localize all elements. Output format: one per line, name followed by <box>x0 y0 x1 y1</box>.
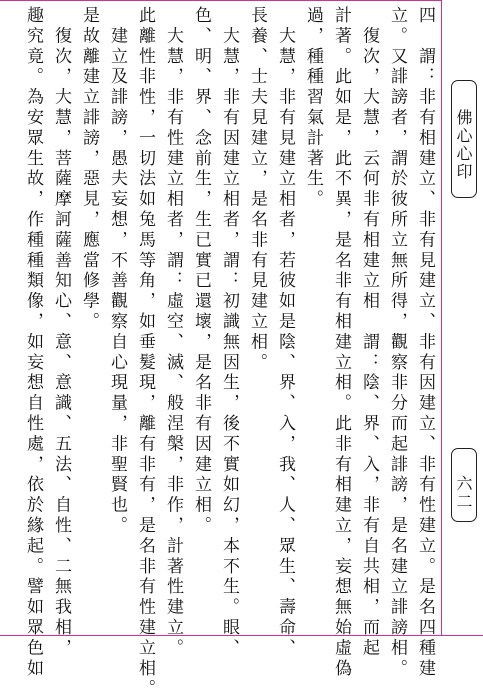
text-column: 大慧，非有見建立相者，若彼如是陰、界、入，我、人、眾生、壽命、 <box>275 6 295 659</box>
page-border-right <box>441 0 442 636</box>
text-column: 色、明、界、念前生，生已實已還壞，是名非有因建立相。 <box>191 6 211 537</box>
text-column: 是故離建立誹謗，惡見，應當修學。 <box>79 6 99 333</box>
text-column: 此離性非性，一切法如兔馬等角，如垂髮現，離有非有，是名非有性建立相。 <box>135 6 155 700</box>
text-column: 過，種種習氣計著生。 <box>303 6 323 210</box>
text-column: 建立及誹謗，愚夫妄想，不善觀察自心現量，非聖賢也。 <box>107 6 127 537</box>
text-column: 趣究竟。為安眾生故，作種種類像，如妄想自性處，依於緣起。譬如眾色如 <box>23 6 43 680</box>
text-column: 復次，大慧，云何非有相建立相 謂：陰、界、入，非有自共相，而起 <box>359 6 379 659</box>
text-column: 大慧，非有性建立相者，謂：虛空、滅、般涅槃，非作，計著性建立。 <box>163 6 183 659</box>
book-title-label: 佛心心印 <box>451 80 477 198</box>
page-number-label: 六二 <box>451 448 477 522</box>
text-column: 復次，大慧，菩薩摩訶薩善知心、意、意識、五法、自性、二無我相， <box>51 6 71 659</box>
page-border-top <box>0 0 441 1</box>
text-column: 大慧，非有因建立相者，謂：初識無因生，後不實如幻，本不生。眼、 <box>219 6 239 659</box>
page-border-bottom <box>0 635 483 636</box>
text-column: 四 謂：非有相建立、非有見建立、非有因建立、非有性建立。是名四種建 <box>415 6 435 680</box>
text-column: 立。又誹謗者，謂於彼所立無所得，觀察非分而起誹謗，是名建立誹謗相。 <box>387 6 407 680</box>
text-column: 長養、士夫見建立，是名非有見建立相。 <box>247 6 267 374</box>
text-column: 計著。此如是，此不異，是名非有相建立相。此非有相建立，妄想無始虛偽 <box>331 6 351 680</box>
scripture-text-block <box>0 2 441 700</box>
